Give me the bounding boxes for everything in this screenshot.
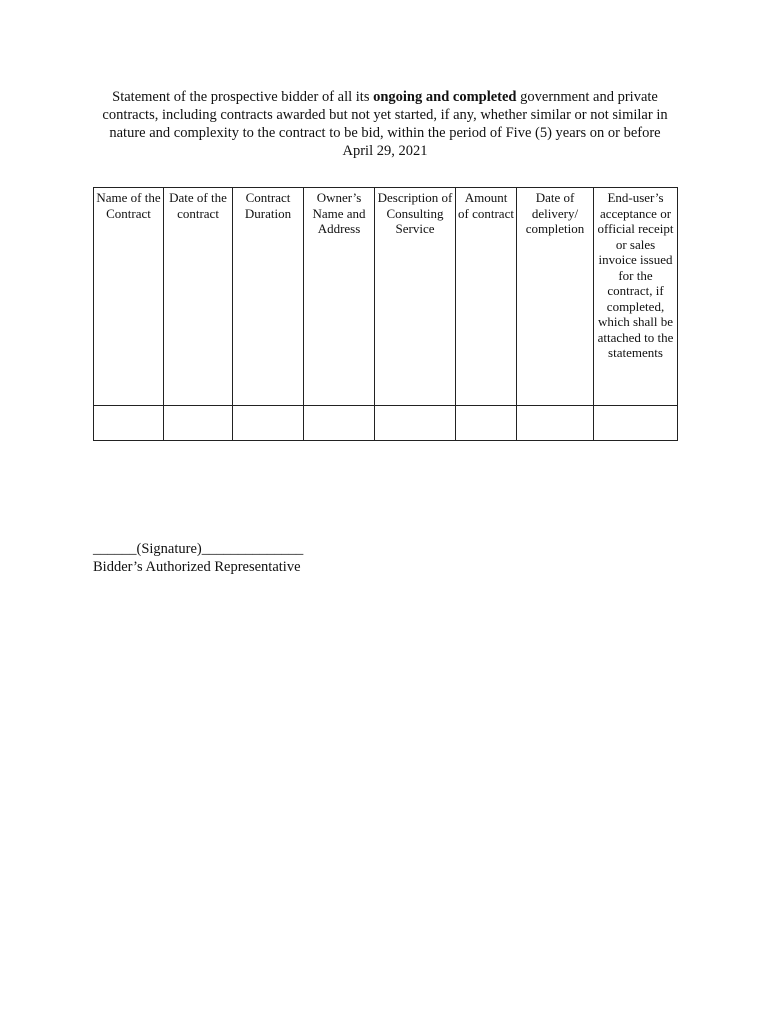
statement-emphasis: ongoing and completed: [373, 89, 517, 105]
column-header-amount: Amount of contract: [456, 188, 517, 406]
table-header-row: [94, 188, 678, 406]
table-cell[interactable]: [456, 406, 517, 441]
table-cell[interactable]: [233, 406, 304, 441]
column-header-contract-duration: Contract Duration: [233, 188, 304, 406]
table-cell[interactable]: [594, 406, 678, 441]
column-header-delivery-date: Date of delivery/ completion: [517, 188, 594, 406]
column-header-contract-name: Name of the Contract: [94, 188, 164, 406]
signature-line[interactable]: ______(Signature)______________: [93, 541, 304, 557]
column-header-acceptance: End-user’s acceptance or official receipt or sales invoice issued for the contract, if completed, which shall be attached to the statements: [594, 188, 678, 406]
table-cell[interactable]: [164, 406, 233, 441]
signature-block: [93, 540, 303, 576]
signature-title: Bidder’s Authorized Representative: [93, 559, 301, 575]
statement-suffix: government and private contracts, including contracts awarded but not yet started, if any, whether similar or not similar in nature and complexity to the contract to be bid, within the period of Five (5) years on or before April 29, 2021: [102, 89, 668, 159]
table-row: [94, 406, 678, 441]
column-header-contract-date: Date of the contract: [164, 188, 233, 406]
statement-heading: [93, 88, 677, 160]
table-cell[interactable]: [304, 406, 375, 441]
column-header-owner: Owner’s Name and Address: [304, 188, 375, 406]
contracts-table: [93, 187, 678, 441]
table-cell[interactable]: [94, 406, 164, 441]
statement-prefix: Statement of the prospective bidder of all its: [112, 89, 374, 105]
table-cell[interactable]: [375, 406, 456, 441]
column-header-description: Description of Consulting Service: [375, 188, 456, 406]
table-cell[interactable]: [517, 406, 594, 441]
